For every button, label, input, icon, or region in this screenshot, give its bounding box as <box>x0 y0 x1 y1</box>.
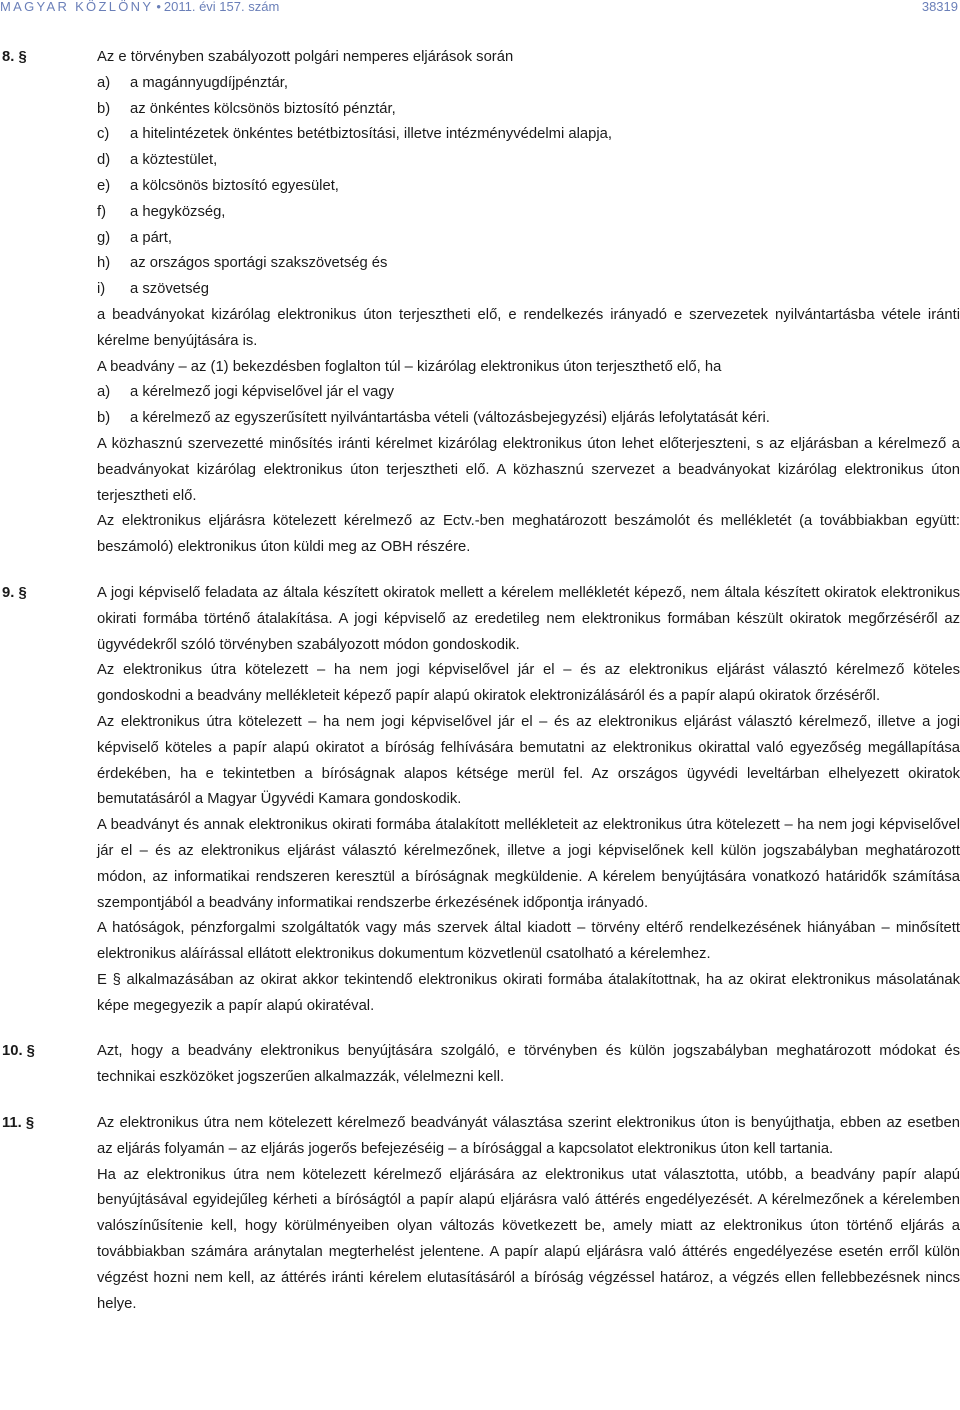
list-label: a) <box>97 74 111 91</box>
paragraph-text: Az elektronikus eljárásra kötelezett kérelmező az Ectv.-ben meghatározott beszámolót és mellékletét (a továbbiakban együtt: beszámoló) elektronikus úton küldi meg az OBH részére. <box>97 513 960 556</box>
bullet-separator: • <box>156 0 161 14</box>
list-text: az önkéntes kölcsönös biztosító pénztár, <box>130 100 396 117</box>
paragraph-text: A beadvány – az (1) bekezdésben foglalton túl – kizárólag elektronikus úton terjeszthető elő, ha <box>97 358 722 375</box>
paragraph-text: Az elektronikus útra kötelezett – ha nem jogi képviselővel jár el – és az elektronikus eljárást választó kérelmező köteles gondoskodni a beadvány mellékleteit képező papír alapú okiratok elektronizálásáról és a papír alapú okiratok őrzéséről. <box>97 662 960 705</box>
list-text: a szövetség <box>130 281 209 298</box>
paragraph-text: A közhasznú szervezetté minősítés iránti kérelmet kizárólag elektronikus úton lehet előterjeszteni, s az eljárásban a kérelmező a beadványokat kizárólag elektronikus úton terjesztheti elő. A közhasznú szervezet a beadványokat kizárólag elektronikus úton terjesztheti elő. <box>97 435 960 504</box>
paragraph-9-4 <box>0 813 960 916</box>
list-label: a) <box>97 384 111 401</box>
page-header <box>0 0 960 22</box>
list-text: az országos sportági szakszövetség és <box>130 255 388 272</box>
section-number: 8. § <box>2 49 27 65</box>
list-label: d) <box>97 152 111 169</box>
list-text: a kérelmező jogi képviselővel jár el vagy <box>130 384 395 401</box>
paragraph-text: A hatóságok, pénzforgalmi szolgáltatók vagy más szervek által kiadott – törvény eltérő rendelkezésének hiányában – minősített elektronikus aláírással ellátott elektronikus dokumentum közvetlenül csatolható a kérelemhez. <box>97 920 960 963</box>
list-text: a hitelintézetek önkéntes betétbiztosítási, illetve intézményvédelmi alapja, <box>130 126 612 143</box>
paragraph-text: A beadványt és annak elektronikus okirati formába átalakított mellékleteit az elektronikus útra kötelezett – ha nem jogi képviselővel jár el – és az elektronikus eljárást választó kérelmezőnek, illetve a jogi képviselőnek kell külön jogszabályban meghatározott módon, az informatikai rendszeren keresztül a bíróságnak megküldenie. A kérelem benyújtására vonatkozó határidők számítása szempontjából a beadvány informatikai rendszerbe érkezésének időpontja irányadó. <box>97 817 960 911</box>
paragraph-text: E § alkalmazásában az okirat akkor tekintendő elektronikus okirati formába átalakítottnak, ha az okirat elektronikus másolatának képe megegyezik a papír alapú okiratéval. <box>97 971 960 1014</box>
list-text: a hegyközség, <box>130 203 226 220</box>
section-10 <box>0 1039 960 1091</box>
paragraph-9-1 <box>0 581 960 658</box>
list-item <box>0 200 960 226</box>
list-item <box>0 251 960 277</box>
section-11 <box>0 1111 960 1317</box>
issue-label: 2011. évi 157. szám <box>163 0 280 14</box>
list-label: e) <box>97 177 111 194</box>
section-number: 11. § <box>2 1115 35 1132</box>
list-label: g) <box>97 229 111 246</box>
section-number: 10. § <box>2 1043 35 1060</box>
paragraph-11-2 <box>0 1163 960 1318</box>
paragraph-10 <box>0 1039 960 1091</box>
paragraph-9-3 <box>0 710 960 813</box>
paragraph-9-2 <box>0 658 960 710</box>
paragraph-text: Az elektronikus útra nem kötelezett kérelmező beadványát választása szerint elektronikus úton is benyújthatja, ebben az esetben az eljárás folyamán – az eljárás jogerős befejezéséig – a bírósággal a kapcsolatot elektronikus úton kell tartania. <box>97 1115 960 1157</box>
section-8 <box>0 45 960 561</box>
paragraph-8-3 <box>0 432 960 509</box>
list-item <box>0 406 960 432</box>
list-text: a magánnyugdíjpénztár, <box>130 74 288 91</box>
section-9 <box>0 581 960 1020</box>
paragraph-text: Az elektronikus útra kötelezett – ha nem jogi képviselővel jár el – és az elektronikus eljárást választó kérelmező, illetve a jogi képviselő köteles a papír alapú okiratot a bíróság felhívására bemutatni az elektronikus okirattal való egyezőség megállapítása érdekében, ha e tekintetben a bíróságnak alapos kétsége merül fel. Az országos ügyvédi leveltárban elhelyezett okiratok bemutatásáról a Magyar Ügyvédi Kamara gondoskodik. <box>97 713 960 808</box>
paragraph-closing-text: a beadványokat kizárólag elektronikus úton terjesztheti elő, e rendelkezés irányadó e szervezetek nyilvántartásba vétele iránti kérelme benyújtására is. <box>97 306 960 349</box>
running-title <box>0 0 279 14</box>
list-item <box>0 277 960 303</box>
document-body <box>0 45 960 1317</box>
paragraph-text: A jogi képviselő feladata az általa készített okiratok mellett a kérelem mellékletét képező, nem általa készített okiratok elektronikus okirati formába történő átalakítása. A jogi képviselő az eredetileg nem elektronikus formában készült okiratok megőrzéséről az ügyvédekről szóló törvényben szabályozott módon gondoskodik. <box>97 584 960 653</box>
list-text: a köztestület, <box>130 152 218 169</box>
list-label: c) <box>97 126 110 143</box>
list-label: h) <box>97 255 111 272</box>
list-item <box>0 122 960 148</box>
list-item <box>0 226 960 252</box>
list-label: i) <box>97 281 106 298</box>
list-label: f) <box>97 203 107 220</box>
paragraph-9-5 <box>0 916 960 968</box>
section-number: 9. § <box>2 584 27 601</box>
list-text: a kérelmező az egyszerűsített nyilvántartásba vételi (változásbejegyzési) eljárás lefolytatását kéri. <box>130 410 770 427</box>
list-text: a kölcsönös biztosító egyesület, <box>130 177 339 194</box>
list-item <box>0 174 960 200</box>
page-number: 38319 <box>921 0 958 14</box>
list-item <box>0 148 960 174</box>
list-item <box>0 97 960 123</box>
paragraph-8-2 <box>0 355 960 381</box>
list-item <box>0 380 960 406</box>
paragraph-8-1 <box>0 45 960 71</box>
paragraph-9-6 <box>0 968 960 1020</box>
list-label: b) <box>97 100 111 117</box>
list-text: a párt, <box>130 229 172 246</box>
paragraph-text: Ha az elektronikus útra nem kötelezett kérelmező eljárására az elektronikus utat választotta, utóbb, a beadvány papír alapú benyújtásával egyidejűleg kérheti a bíróságtól a papír alapú eljárásra való áttérés engedélyezését. A kérelmezőnek a kérelemben valószínűsítenie kell, hogy körülményeiben olyan változás következett be, amely miatt az elektronikus úton történő eljárás a továbbiakban számára aránytalan megterhelést jelentene. A papír alapú eljárásra való áttérés engedélyezése esetén erről külön végzést hozni nem kell, az áttérés iránti kérelem elutasításáról a bíróság végzéssel határoz, a végzés ellen fellebbezésnek nincs helye. <box>97 1166 960 1312</box>
journal-name: MAGYAR KÖZLÖNY <box>0 0 154 14</box>
paragraph-text: Az e törvényben szabályozott polgári nemperes eljárások során <box>97 49 514 65</box>
list-item <box>0 71 960 97</box>
list-label: b) <box>97 410 111 427</box>
paragraph-8-4 <box>0 509 960 561</box>
paragraph-text: Azt, hogy a beadvány elektronikus benyújtására szolgáló, e törvényben és külön jogszabályban meghatározott módokat és technikai eszközöket jogszerűen alkalmazzák, vélelmezni kell. <box>97 1043 960 1086</box>
paragraph-11-1 <box>0 1111 960 1163</box>
